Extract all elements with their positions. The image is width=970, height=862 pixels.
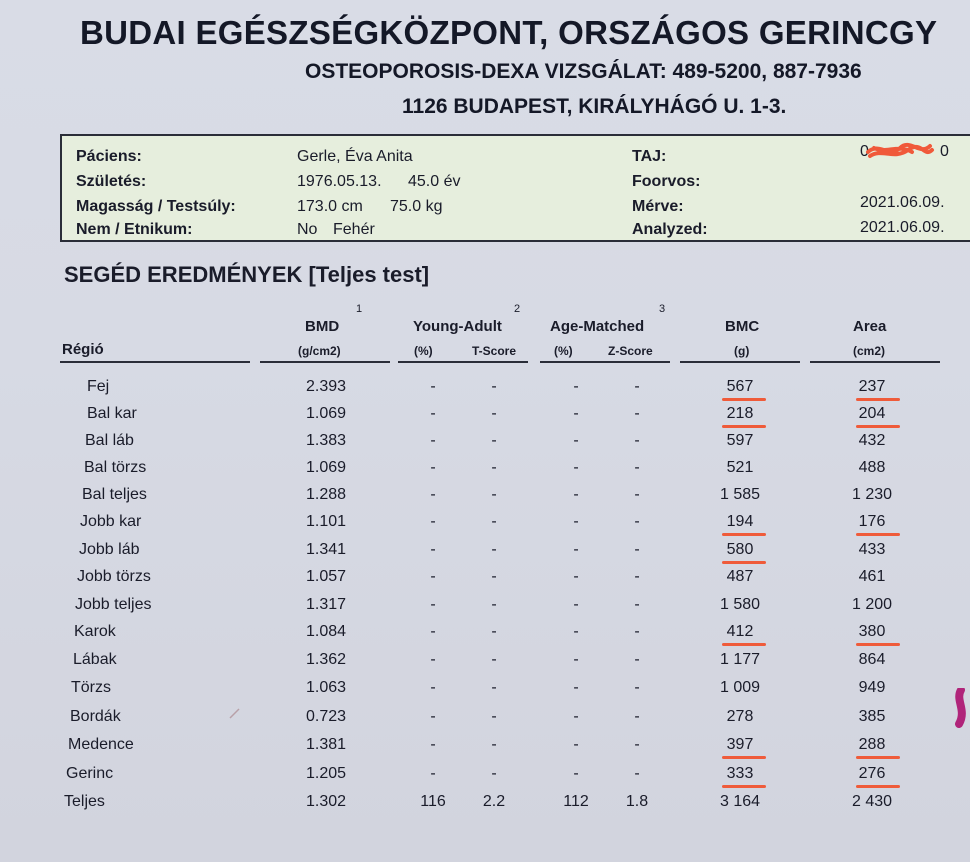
row-am-pct: - xyxy=(573,623,579,640)
row-bmc: 412 xyxy=(726,623,754,640)
row-bmc: 194 xyxy=(726,513,754,530)
section-title: SEGÉD EREDMÉNYEK [Teljes test] xyxy=(64,262,430,287)
row-region: Teljes xyxy=(64,793,105,810)
row-region: Bal teljes xyxy=(82,486,147,503)
row-t: - xyxy=(491,378,497,395)
row-ya-pct: - xyxy=(430,708,436,725)
row-bmd: 1.069 xyxy=(305,405,347,422)
row-ya-pct: - xyxy=(430,432,436,449)
row-area: 380 xyxy=(858,623,886,640)
birth-date: 1976.05.13. xyxy=(297,173,382,190)
row-bmc: 278 xyxy=(726,708,754,725)
row-area: 176 xyxy=(858,513,886,530)
analyzed-label: Analyzed: xyxy=(632,221,708,238)
row-region: Törzs xyxy=(71,679,111,696)
area-highlight-underline xyxy=(856,398,900,401)
area-highlight-underline xyxy=(856,425,900,428)
row-region: Jobb kar xyxy=(80,513,142,530)
clinic-title: BUDAI EGÉSZSÉGKÖZPONT, ORSZÁGOS GERINCGY xyxy=(80,14,938,51)
row-t: - xyxy=(491,736,497,753)
row-z: - xyxy=(634,679,640,696)
row-z: - xyxy=(634,765,640,782)
row-area: 276 xyxy=(858,765,886,782)
header-rule-bmd xyxy=(260,361,390,363)
row-bmc: 218 xyxy=(726,405,754,422)
col-young-adult: Young-Adult xyxy=(413,318,502,335)
row-z: - xyxy=(634,623,640,640)
row-area: 385 xyxy=(858,708,886,725)
bmc-highlight-underline xyxy=(722,398,766,401)
row-ya-pct: - xyxy=(430,679,436,696)
row-ya-pct: - xyxy=(430,459,436,476)
row-bmc: 597 xyxy=(726,432,754,449)
age-matched-footnote: 3 xyxy=(659,303,666,315)
row-bmd: 2.393 xyxy=(305,378,347,395)
margin-mark xyxy=(953,688,970,728)
row-bmd: 1.057 xyxy=(305,568,347,585)
row-am-pct: - xyxy=(573,708,579,725)
row-bmc: 3 164 xyxy=(719,793,761,810)
row-z: - xyxy=(634,708,640,725)
row-bmd: 1.302 xyxy=(305,793,347,810)
row-am-pct: - xyxy=(573,596,579,613)
row-z: - xyxy=(634,405,640,422)
row-z: - xyxy=(634,486,640,503)
row-am-pct: - xyxy=(573,459,579,476)
row-bmd: 1.341 xyxy=(305,541,347,558)
row-t: - xyxy=(491,679,497,696)
bmc-highlight-underline xyxy=(722,425,766,428)
row-t: - xyxy=(491,596,497,613)
header-rule-age xyxy=(540,361,670,363)
row-ya-pct: - xyxy=(430,405,436,422)
pen-mark xyxy=(228,706,242,720)
patient-info-box xyxy=(60,134,970,242)
sex-ethnic-label: Nem / Etnikum: xyxy=(76,221,193,238)
bmc-highlight-underline xyxy=(722,561,766,564)
row-bmd: 1.381 xyxy=(305,736,347,753)
row-area: 1 230 xyxy=(851,486,893,503)
patient-name-label: Páciens: xyxy=(76,148,142,165)
row-t: - xyxy=(491,405,497,422)
row-area: 432 xyxy=(858,432,886,449)
row-bmc: 1 580 xyxy=(719,596,761,613)
row-region: Fej xyxy=(87,378,110,395)
row-area: 204 xyxy=(858,405,886,422)
row-bmc: 397 xyxy=(726,736,754,753)
col-age-matched: Age-Matched xyxy=(550,318,645,335)
row-area: 288 xyxy=(858,736,886,753)
patient-age: 45.0 év xyxy=(408,173,461,190)
row-z: - xyxy=(634,378,640,395)
row-bmd: 1.069 xyxy=(305,459,347,476)
bmc-highlight-underline xyxy=(722,533,766,536)
area-highlight-underline xyxy=(856,643,900,646)
row-bmd: 1.362 xyxy=(305,651,347,668)
row-bmd: 1.288 xyxy=(305,486,347,503)
row-t: - xyxy=(491,765,497,782)
row-am-pct: - xyxy=(573,651,579,668)
birth-label: Születés: xyxy=(76,173,147,190)
row-t: - xyxy=(491,568,497,585)
row-bmc: 521 xyxy=(726,459,754,476)
row-ya-pct: - xyxy=(430,765,436,782)
row-bmc: 333 xyxy=(726,765,754,782)
row-region: Bal láb xyxy=(85,432,134,449)
measured-label: Mérve: xyxy=(632,198,684,215)
measured-date: 2021.06.09. xyxy=(860,194,945,211)
row-z: - xyxy=(634,513,640,530)
col-bmc: BMC xyxy=(725,318,760,335)
area-highlight-underline xyxy=(856,533,900,536)
patient-sex: No xyxy=(297,221,318,238)
row-bmd: 0.723 xyxy=(305,708,347,725)
row-am-pct: - xyxy=(573,513,579,530)
row-t: - xyxy=(491,708,497,725)
row-t: - xyxy=(491,513,497,530)
row-region: Medence xyxy=(68,736,134,753)
bmd-footnote: 1 xyxy=(356,303,363,315)
row-am-pct: - xyxy=(573,432,579,449)
row-region: Bordák xyxy=(70,708,121,725)
row-t: - xyxy=(491,623,497,640)
row-bmd: 1.063 xyxy=(305,679,347,696)
row-bmc: 1 177 xyxy=(719,651,761,668)
col-bmc-unit: (g) xyxy=(734,344,750,358)
col-am-pct: (%) xyxy=(554,344,573,358)
header-rule-bmc xyxy=(680,361,800,363)
header-rule-young xyxy=(398,361,528,363)
row-ya-pct: 116 xyxy=(420,793,446,810)
row-region: Jobb láb xyxy=(79,541,140,558)
col-bmd: BMD xyxy=(305,318,340,335)
taj-value-start: 0 xyxy=(860,143,869,160)
row-bmc: 487 xyxy=(726,568,754,585)
row-bmc: 1 585 xyxy=(719,486,761,503)
row-t: - xyxy=(491,486,497,503)
col-area: Area xyxy=(853,318,887,335)
header-rule-region xyxy=(60,361,250,363)
doctor-label: Foorvos: xyxy=(632,173,701,190)
row-area: 488 xyxy=(858,459,886,476)
bmc-highlight-underline xyxy=(722,785,766,788)
row-area: 1 200 xyxy=(851,596,893,613)
col-ya-pct: (%) xyxy=(414,344,433,358)
row-bmd: 1.317 xyxy=(305,596,347,613)
row-ya-pct: - xyxy=(430,378,436,395)
row-t: - xyxy=(491,459,497,476)
patient-height: 173.0 cm xyxy=(297,198,363,215)
row-region: Jobb teljes xyxy=(75,596,152,613)
row-z: - xyxy=(634,736,640,753)
col-area-unit: (cm2) xyxy=(853,344,886,358)
header-rule-area xyxy=(810,361,940,363)
taj-value-end: 0 xyxy=(940,143,949,160)
row-am-pct: - xyxy=(573,736,579,753)
row-ya-pct: - xyxy=(430,541,436,558)
row-area: 864 xyxy=(858,651,886,668)
young-adult-footnote: 2 xyxy=(514,303,521,315)
row-bmc: 567 xyxy=(726,378,754,395)
row-bmd: 1.205 xyxy=(305,765,347,782)
row-region: Karok xyxy=(74,623,116,640)
row-am-pct: - xyxy=(573,765,579,782)
row-am-pct: - xyxy=(573,486,579,503)
row-z: - xyxy=(634,432,640,449)
row-am-pct: - xyxy=(573,405,579,422)
col-z-score: Z-Score xyxy=(608,344,653,358)
row-ya-pct: - xyxy=(430,486,436,503)
col-region: Régió xyxy=(62,341,104,358)
row-ya-pct: - xyxy=(430,651,436,668)
bmc-highlight-underline xyxy=(722,643,766,646)
row-region: Lábak xyxy=(73,651,117,668)
row-region: Bal kar xyxy=(87,405,137,422)
col-t-score: T-Score xyxy=(472,344,517,358)
row-area: 461 xyxy=(858,568,886,585)
row-ya-pct: - xyxy=(430,568,436,585)
row-z: - xyxy=(634,541,640,558)
area-highlight-underline xyxy=(856,756,900,759)
row-ya-pct: - xyxy=(430,736,436,753)
bmc-highlight-underline xyxy=(722,756,766,759)
row-z: - xyxy=(634,596,640,613)
row-bmd: 1.084 xyxy=(305,623,347,640)
clinic-address: 1126 BUDAPEST, KIRÁLYHÁGÓ U. 1-3. xyxy=(402,95,787,118)
row-t: 2.2 xyxy=(482,793,506,810)
row-region: Bal törzs xyxy=(84,459,147,476)
row-t: - xyxy=(491,541,497,558)
row-area: 237 xyxy=(858,378,886,395)
analyzed-date: 2021.06.09. xyxy=(860,219,945,236)
row-area: 949 xyxy=(858,679,886,696)
row-am-pct: - xyxy=(573,378,579,395)
taj-label: TAJ: xyxy=(632,148,667,165)
row-z: 1.8 xyxy=(625,793,649,810)
row-bmd: 1.383 xyxy=(305,432,347,449)
patient-name: Gerle, Éva Anita xyxy=(297,148,413,165)
row-z: - xyxy=(634,651,640,668)
row-z: - xyxy=(634,568,640,585)
row-ya-pct: - xyxy=(430,623,436,640)
patient-ethnicity: Fehér xyxy=(333,221,375,238)
row-t: - xyxy=(491,432,497,449)
row-region: Gerinc xyxy=(66,765,114,782)
row-am-pct: - xyxy=(573,568,579,585)
row-am-pct: - xyxy=(573,679,579,696)
patient-weight: 75.0 kg xyxy=(390,198,443,215)
col-bmd-unit: (g/cm2) xyxy=(298,344,341,358)
row-am-pct: - xyxy=(573,541,579,558)
row-z: - xyxy=(634,459,640,476)
area-highlight-underline xyxy=(856,785,900,788)
row-bmc: 1 009 xyxy=(719,679,761,696)
row-region: Jobb törzs xyxy=(77,568,151,585)
row-bmc: 580 xyxy=(726,541,754,558)
row-am-pct: 112 xyxy=(563,793,589,810)
row-t: - xyxy=(491,651,497,668)
taj-redaction-scribble xyxy=(860,140,940,162)
row-ya-pct: - xyxy=(430,596,436,613)
row-ya-pct: - xyxy=(430,513,436,530)
height-weight-label: Magasság / Testsúly: xyxy=(76,198,236,215)
clinic-phone-line: OSTEOPOROSIS-DEXA VIZSGÁLAT: 489-5200, 887-7936 xyxy=(305,60,862,83)
row-area: 2 430 xyxy=(851,793,893,810)
row-area: 433 xyxy=(858,541,886,558)
row-bmd: 1.101 xyxy=(305,513,347,530)
